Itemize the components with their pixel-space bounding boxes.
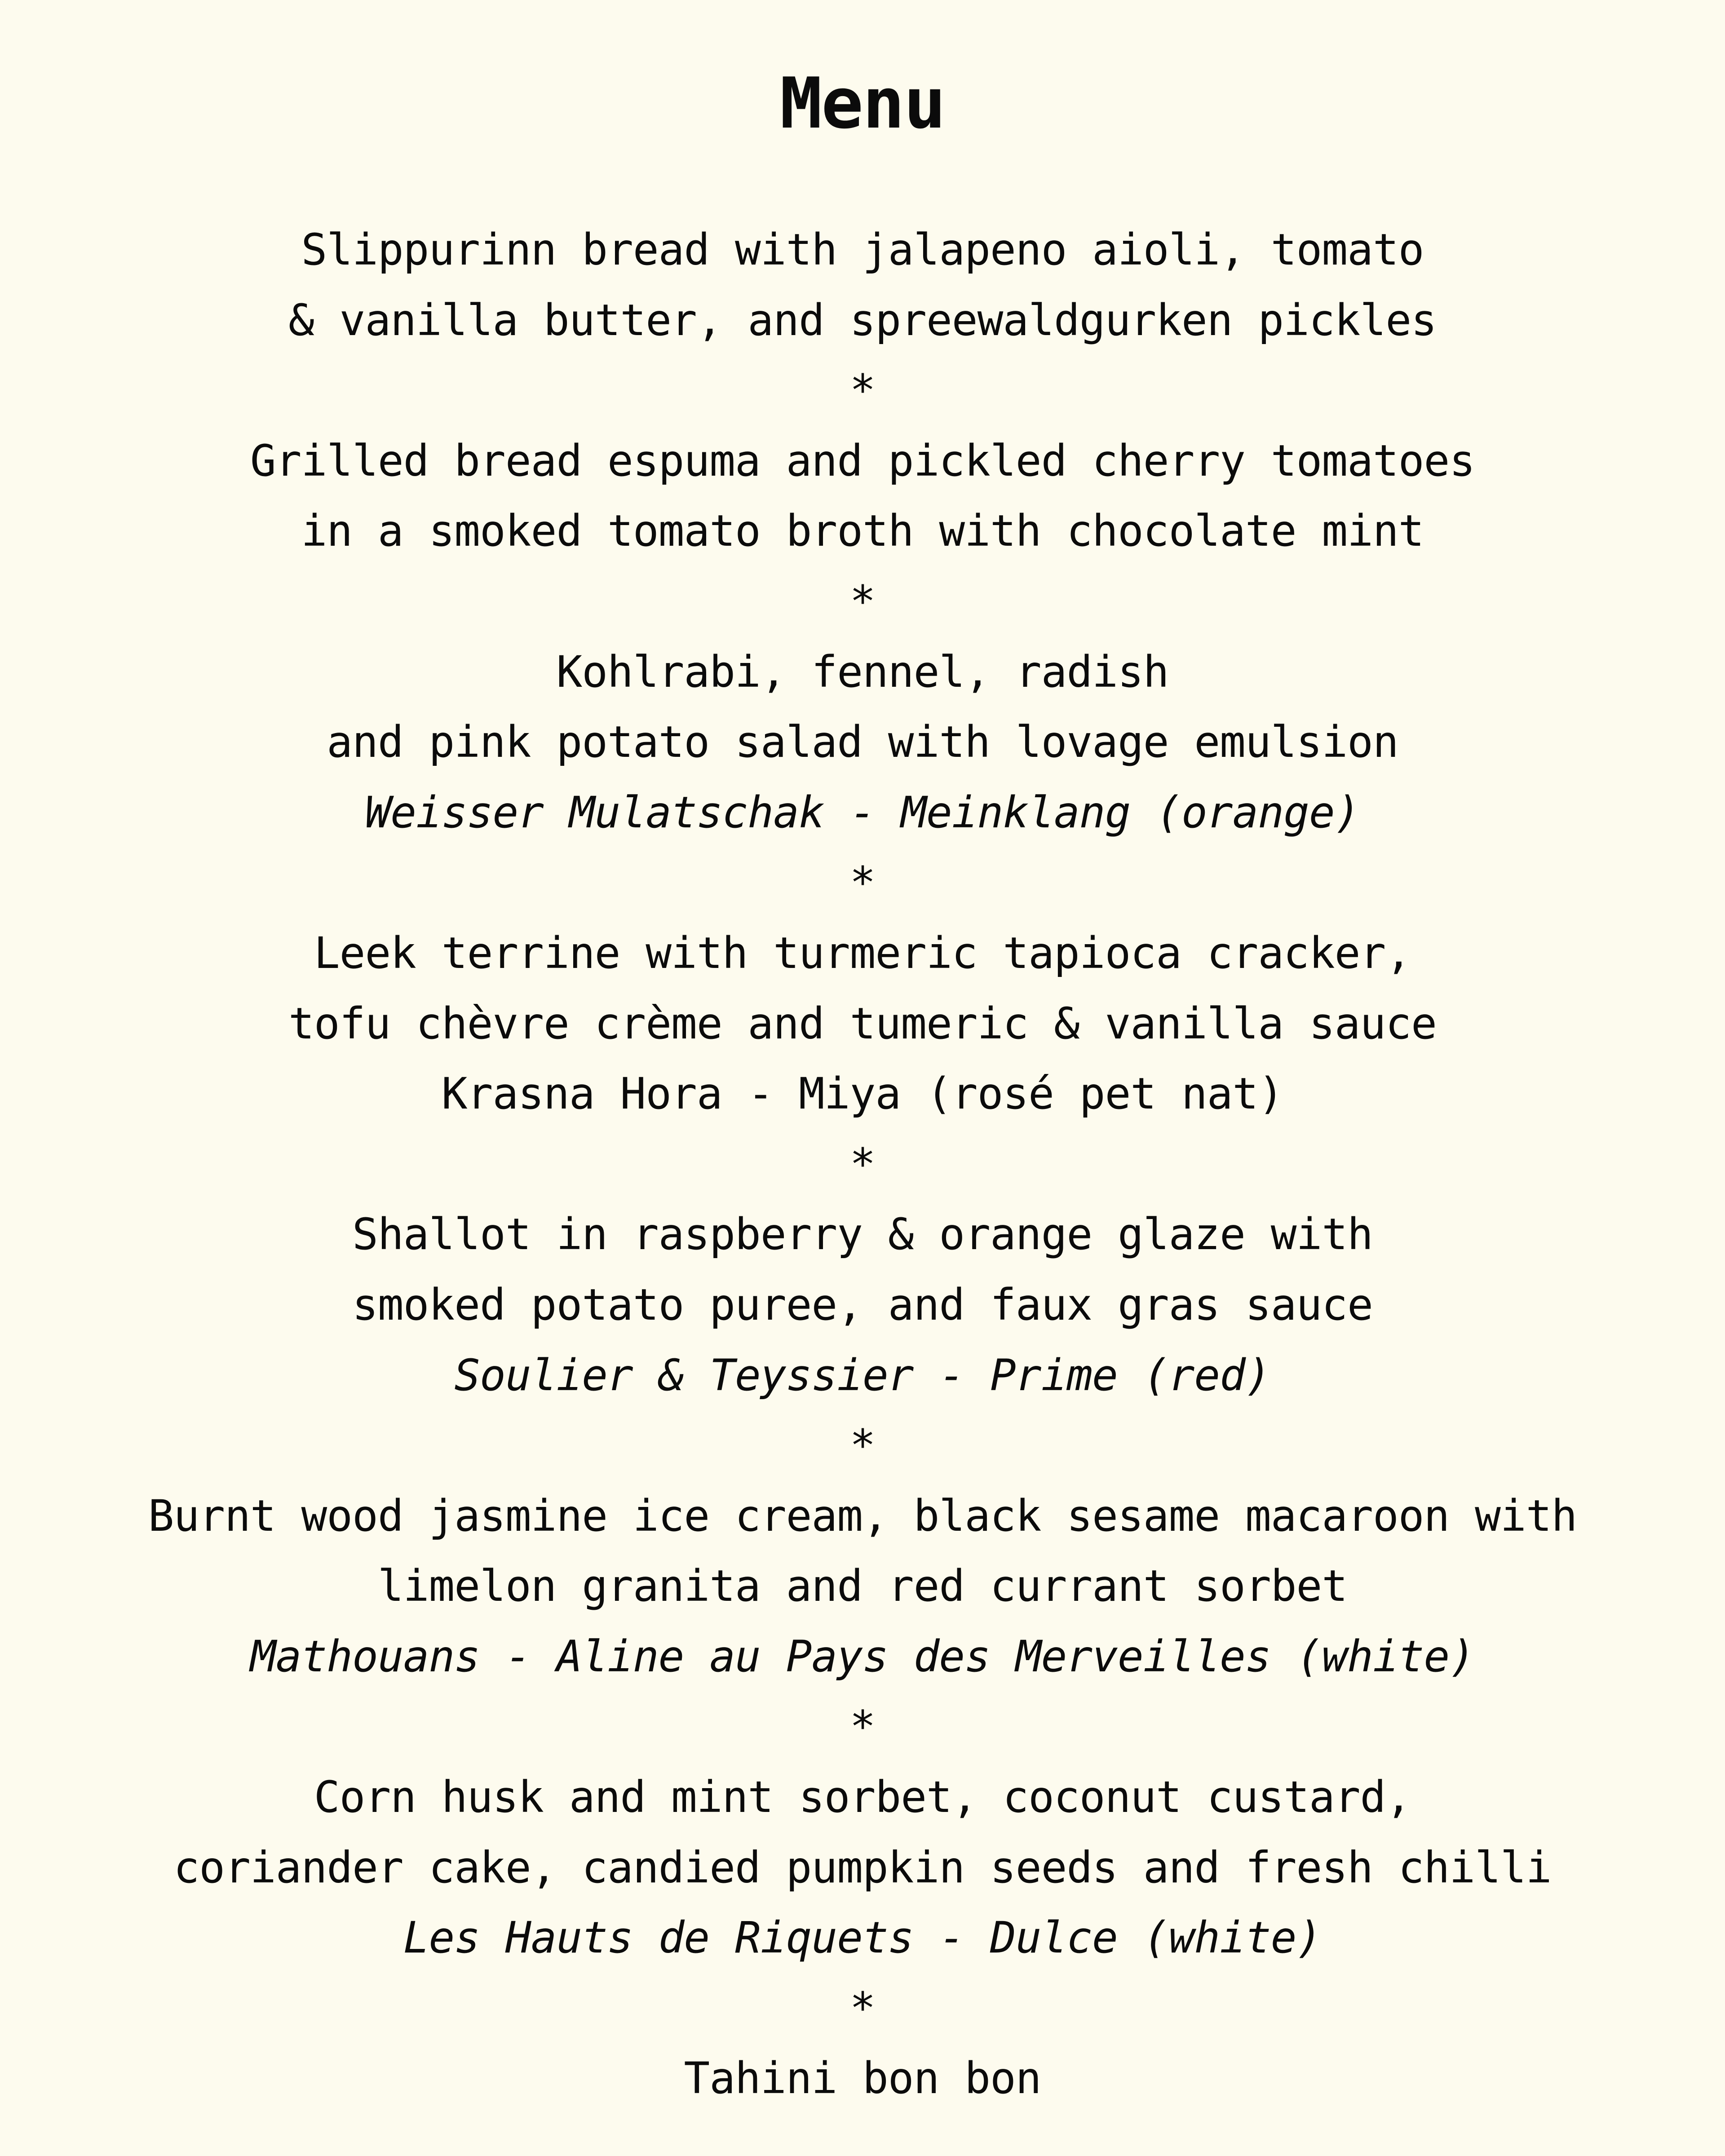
- course-separator: *: [849, 857, 876, 908]
- dish-line: tofu chèvre crème and tumeric & vanilla sauce: [288, 998, 1437, 1049]
- dish-line: & vanilla butter, and spreewaldgurken pickles: [288, 295, 1437, 345]
- dish-line: Grilled bread espuma and pickled cherry tomatoes: [250, 435, 1475, 486]
- dish-line: coriander cake, candied pumpkin seeds and fresh chilli: [173, 1842, 1552, 1893]
- course-separator: *: [849, 576, 876, 627]
- dish-line: in a smoked tomato broth with chocolate mint: [301, 506, 1424, 557]
- wine-pairing: Krasna Hora - Miya (rosé pet nat): [441, 1069, 1284, 1119]
- dish-line: limelon granita and red currant sorbet: [377, 1561, 1348, 1612]
- dish-line: Tahini bon bon: [684, 2053, 1041, 2104]
- course-separator: *: [849, 1701, 876, 1752]
- dish-line: Burnt wood jasmine ice cream, black sesame macaroon with: [148, 1490, 1577, 1541]
- dish-line: Shallot in raspberry & orange glaze with: [352, 1209, 1373, 1260]
- dish-line: smoked potato puree, and faux gras sauce: [352, 1279, 1373, 1330]
- course-separator: *: [849, 1983, 876, 2033]
- dish-line: Kohlrabi, fennel, radish: [556, 646, 1169, 697]
- wine-pairing: Mathouans - Aline au Pays des Merveilles (white): [250, 1631, 1475, 1682]
- course-separator: *: [849, 365, 876, 416]
- dish-line: and pink potato salad with lovage emulsion: [327, 717, 1398, 768]
- wine-pairing: Weisser Mulatschak - Meinklang (orange): [365, 787, 1360, 838]
- menu-list: [0, 215, 1725, 2114]
- course-separator: *: [849, 1420, 876, 1471]
- wine-pairing: Les Hauts de Riquets - Dulce (white): [403, 1913, 1322, 1963]
- menu-title: Menu: [780, 62, 945, 144]
- dish-line: Slippurinn bread with jalapeno aioli, tomato: [301, 225, 1424, 275]
- dish-line: Leek terrine with turmeric tapioca cracker,: [314, 928, 1411, 978]
- wine-pairing: Soulier & Teyssier - Prime (red): [454, 1350, 1271, 1401]
- course-separator: *: [849, 1139, 876, 1189]
- dish-line: Corn husk and mint sorbet, coconut custard,: [314, 1772, 1411, 1823]
